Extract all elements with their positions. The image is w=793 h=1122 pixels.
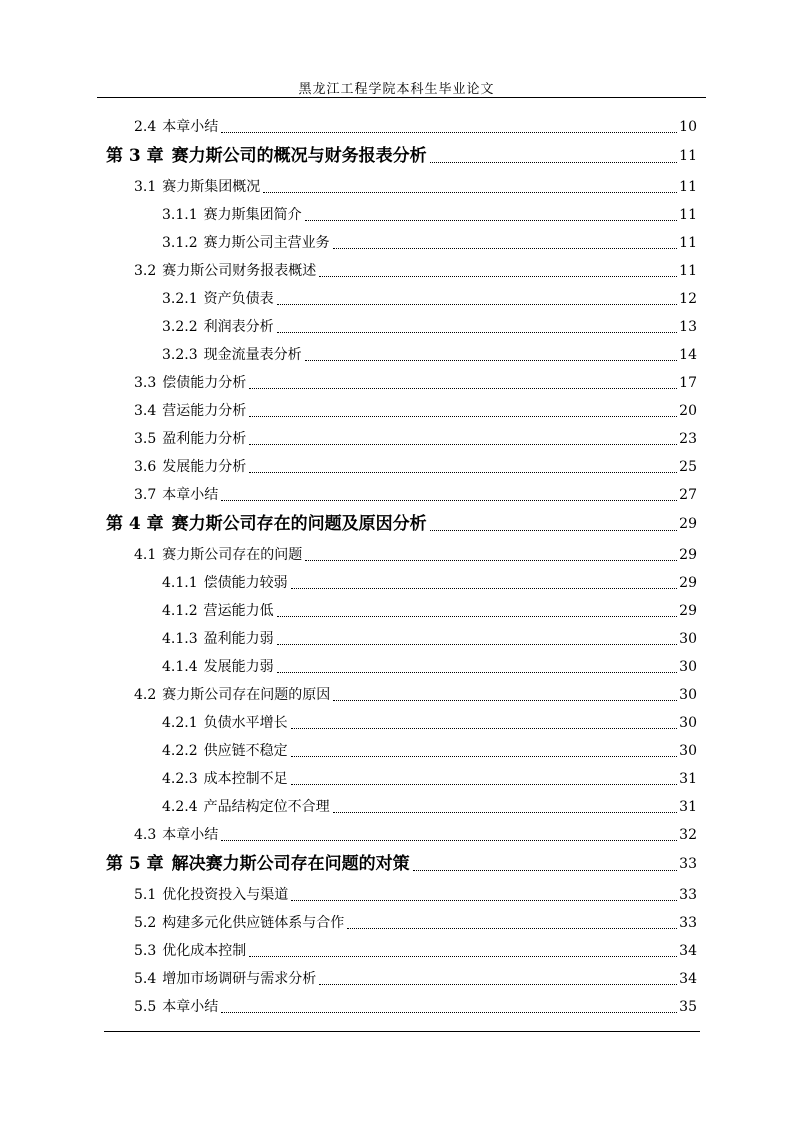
- toc-entry-number: 第 5 章: [106, 854, 164, 874]
- page-header: 黑龙江工程学院本科生毕业论文: [298, 82, 495, 97]
- toc-entry[interactable]: [134, 964, 697, 988]
- toc-entry-number: 5.5: [134, 999, 157, 1015]
- toc-entry[interactable]: [134, 880, 697, 904]
- toc-entry-number: 第 3 章: [106, 146, 164, 166]
- toc-dot-leader: [319, 984, 677, 985]
- toc-dot-leader: [430, 162, 678, 163]
- toc-dot-leader: [291, 784, 678, 785]
- toc-entry-title: 负债水平增长: [203, 715, 288, 731]
- toc-entry-number: 3.1.2: [162, 235, 198, 251]
- toc-entry-page: 30: [679, 687, 697, 703]
- header-rule: [97, 97, 706, 98]
- toc-entry-number: 4.2.4: [162, 799, 198, 815]
- toc-entry[interactable]: [162, 736, 697, 760]
- toc-entry-page: 23: [679, 431, 697, 447]
- toc-entry-page: 35: [679, 999, 697, 1015]
- toc-entry-page: 11: [679, 235, 697, 251]
- toc-entry-page: 25: [679, 459, 697, 475]
- toc-entry-number: 5.3: [134, 943, 157, 959]
- toc-dot-leader: [305, 560, 677, 561]
- toc-entry-title: 盈利能力弱: [203, 631, 274, 647]
- toc-entry[interactable]: [162, 624, 697, 648]
- toc-entry-number: 4.1.3: [162, 631, 198, 647]
- toc-entry-title: 赛力斯公司主营业务: [203, 235, 330, 251]
- toc-entry[interactable]: [134, 908, 697, 932]
- toc-entry-page: 31: [679, 771, 697, 787]
- toc-entry-page: 34: [679, 943, 697, 959]
- toc-dot-leader: [413, 870, 678, 871]
- toc-entry-page: 13: [679, 319, 697, 335]
- toc-dot-leader: [430, 530, 678, 531]
- toc-dot-leader: [249, 472, 677, 473]
- toc-dot-leader: [221, 840, 677, 841]
- toc-entry-title: 营运能力分析: [162, 403, 247, 419]
- toc-entry-number: 4.2: [134, 687, 157, 703]
- toc-dot-leader: [249, 444, 677, 445]
- toc-dot-leader: [277, 332, 678, 333]
- toc-entry-title: 营运能力低: [203, 603, 274, 619]
- toc-entry-page: 29: [679, 603, 697, 619]
- toc-entry[interactable]: [134, 424, 697, 448]
- toc-entry-title: 赛力斯集团概况: [162, 179, 261, 195]
- toc-entry-title: 本章小结: [162, 119, 219, 135]
- toc-entry-page: 11: [679, 207, 697, 223]
- toc-entry-number: 4.1.2: [162, 603, 198, 619]
- toc-entry-number: 3.1.1: [162, 207, 198, 223]
- toc-chapter-entry[interactable]: [106, 510, 697, 534]
- toc-entry-title: 现金流量表分析: [203, 347, 302, 363]
- toc-dot-leader: [319, 276, 677, 277]
- toc-entry[interactable]: [162, 200, 697, 224]
- toc-entry[interactable]: [134, 936, 697, 960]
- toc-entry-page: 29: [679, 516, 697, 532]
- toc-dot-leader: [305, 360, 678, 361]
- toc-entry[interactable]: [162, 284, 697, 308]
- toc-entry-number: 3.5: [134, 431, 157, 447]
- toc-entry-title: 优化投资投入与渠道: [162, 887, 289, 903]
- toc-dot-leader: [277, 644, 678, 645]
- toc-entry[interactable]: [162, 708, 697, 732]
- toc-chapter-entry[interactable]: [106, 142, 697, 166]
- toc-entry-title: 资产负债表: [203, 291, 274, 307]
- toc-entry[interactable]: [162, 340, 697, 364]
- toc-dot-leader: [249, 388, 677, 389]
- toc-entry-title: 增加市场调研与需求分析: [162, 971, 317, 987]
- toc-entry[interactable]: [134, 256, 697, 280]
- toc-entry-page: 14: [679, 347, 697, 363]
- toc-entry[interactable]: [134, 820, 697, 844]
- toc-dot-leader: [291, 900, 677, 901]
- toc-entry[interactable]: [134, 172, 697, 196]
- toc-entry-page: 33: [679, 856, 697, 872]
- toc-entry-number: 2.4: [134, 119, 157, 135]
- toc-dot-leader: [221, 500, 677, 501]
- toc-entry-number: 5.2: [134, 915, 157, 931]
- toc-entry-number: 4.2.2: [162, 743, 198, 759]
- toc-entry[interactable]: [134, 680, 697, 704]
- toc-entry[interactable]: [134, 368, 697, 392]
- toc-entry-page: 31: [679, 799, 697, 815]
- toc-entry[interactable]: [162, 792, 697, 816]
- toc-entry-number: 3.6: [134, 459, 157, 475]
- toc-entry[interactable]: [162, 568, 697, 592]
- toc-entry-title: 赛力斯公司存在问题的原因: [162, 687, 331, 703]
- toc-dot-leader: [333, 812, 678, 813]
- toc-entry[interactable]: [134, 992, 697, 1016]
- toc-dot-leader: [277, 672, 678, 673]
- toc-entry-number: 3.2: [134, 263, 157, 279]
- toc-entry-title: 本章小结: [162, 999, 219, 1015]
- toc-entry[interactable]: [134, 452, 697, 476]
- toc-entry-title: 构建多元化供应链体系与合作: [162, 915, 345, 931]
- toc-entry-title: 赛力斯公司存在的问题及原因分析: [171, 514, 427, 534]
- toc-chapter-entry[interactable]: [106, 850, 697, 874]
- toc-entry-page: 11: [679, 263, 697, 279]
- toc-entry-title: 赛力斯集团简介: [203, 207, 302, 223]
- toc-entry-title: 偿债能力分析: [162, 375, 247, 391]
- toc-entry-number: 3.4: [134, 403, 157, 419]
- toc-dot-leader: [291, 756, 678, 757]
- toc-dot-leader: [263, 192, 677, 193]
- toc-entry[interactable]: [162, 764, 697, 788]
- toc-entry-page: 30: [679, 659, 697, 675]
- footer-rule: [104, 1031, 700, 1032]
- toc-entry-number: 第 4 章: [106, 514, 164, 534]
- toc-entry-page: 34: [679, 971, 697, 987]
- toc-entry-page: 29: [679, 547, 697, 563]
- toc-entry-number: 4.2.3: [162, 771, 198, 787]
- toc-dot-leader: [333, 248, 678, 249]
- toc-entry-title: 供应链不稳定: [203, 743, 288, 759]
- toc-entry-number: 4.1.4: [162, 659, 198, 675]
- toc-entry[interactable]: [134, 396, 697, 420]
- toc-entry-number: 3.1: [134, 179, 157, 195]
- toc-entry-page: 10: [679, 119, 697, 135]
- toc-entry-number: 5.4: [134, 971, 157, 987]
- toc-entry[interactable]: [162, 596, 697, 620]
- toc-dot-leader: [249, 956, 677, 957]
- toc-entry-page: 33: [679, 887, 697, 903]
- toc-entry[interactable]: [162, 652, 697, 676]
- toc-entry-title: 发展能力分析: [162, 459, 247, 475]
- toc-dot-leader: [333, 700, 677, 701]
- toc-entry-title: 成本控制不足: [203, 771, 288, 787]
- toc-entry-number: 3.3: [134, 375, 157, 391]
- toc-entry-page: 29: [679, 575, 697, 591]
- toc-entry-number: 4.3: [134, 827, 157, 843]
- toc-entry-title: 产品结构定位不合理: [203, 799, 330, 815]
- toc-entry-page: 30: [679, 631, 697, 647]
- toc-entry-page: 27: [679, 487, 697, 503]
- toc-entry-number: 5.1: [134, 887, 157, 903]
- toc-entry-page: 11: [679, 148, 697, 164]
- toc-entry-page: 12: [679, 291, 697, 307]
- toc-entry-number: 4.2.1: [162, 715, 198, 731]
- toc-entry[interactable]: [134, 540, 697, 564]
- toc-dot-leader: [249, 416, 677, 417]
- toc-entry-page: 33: [679, 915, 697, 931]
- toc-entry-page: 11: [679, 179, 697, 195]
- toc-dot-leader: [347, 928, 677, 929]
- toc-entry-number: 4.1.1: [162, 575, 198, 591]
- toc-entry-title: 盈利能力分析: [162, 431, 247, 447]
- toc-dot-leader: [277, 616, 678, 617]
- toc-entry[interactable]: [162, 312, 697, 336]
- toc-entry-title: 赛力斯公司存在的问题: [162, 547, 303, 563]
- toc-entry-title: 利润表分析: [203, 319, 274, 335]
- toc-entry[interactable]: [134, 480, 697, 504]
- toc-dot-leader: [221, 1012, 677, 1013]
- toc-dot-leader: [221, 132, 677, 133]
- toc-entry-title: 本章小结: [162, 827, 219, 843]
- toc-dot-leader: [305, 220, 678, 221]
- toc-entry-title: 发展能力弱: [203, 659, 274, 675]
- toc-entry-page: 32: [679, 827, 697, 843]
- toc-dot-leader: [291, 728, 678, 729]
- toc-entry-number: 3.7: [134, 487, 157, 503]
- toc-entry-page: 30: [679, 743, 697, 759]
- toc-entry-number: 4.1: [134, 547, 157, 563]
- toc-dot-leader: [277, 304, 678, 305]
- toc-entry-page: 20: [679, 403, 697, 419]
- toc-entry-title: 解决赛力斯公司存在问题的对策: [171, 854, 410, 874]
- toc-dot-leader: [291, 588, 678, 589]
- toc-entry-number: 3.2.3: [162, 347, 198, 363]
- toc-entry-title: 赛力斯公司财务报表概述: [162, 263, 317, 279]
- toc-entry-title: 本章小结: [162, 487, 219, 503]
- toc-entry-number: 3.2.1: [162, 291, 198, 307]
- toc-entry-title: 偿债能力较弱: [203, 575, 288, 591]
- toc-entry[interactable]: [134, 112, 697, 136]
- toc-entry-title: 优化成本控制: [162, 943, 247, 959]
- toc-entry-page: 17: [679, 375, 697, 391]
- toc-entry-number: 3.2.2: [162, 319, 198, 335]
- toc-entry-title: 赛力斯公司的概况与财务报表分析: [171, 146, 427, 166]
- toc-entry[interactable]: [162, 228, 697, 252]
- toc-entry-page: 30: [679, 715, 697, 731]
